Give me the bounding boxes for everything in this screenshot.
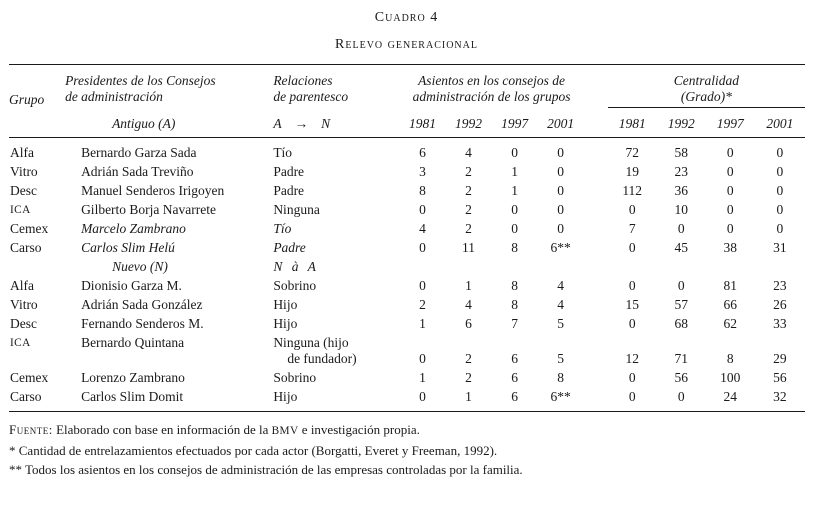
empty-header-cell	[9, 108, 65, 138]
centralidad-value: 8	[726, 351, 734, 366]
centralidad-value: 0	[628, 316, 636, 331]
centralidad-value: 66	[723, 297, 738, 312]
centralidad-value: 23	[773, 278, 787, 293]
table-row	[9, 182, 805, 201]
centralidad-value: 36	[674, 183, 688, 198]
asientos-value: 0	[419, 351, 426, 366]
data-table	[9, 64, 805, 412]
column-gap	[584, 201, 608, 220]
centralidad-value: 57	[674, 297, 688, 312]
president-cell: Adrián Sada Treviño	[81, 164, 194, 179]
asientos-value: 0	[419, 278, 426, 293]
president-cell: Adrián Sada González	[81, 297, 203, 312]
source-text-2: e investigación propia.	[301, 422, 420, 437]
asientos-value: 4	[465, 145, 472, 160]
asientos-value: 4	[465, 297, 472, 312]
centralidad-value: 0	[776, 164, 784, 179]
asientos-value: 8	[511, 240, 518, 255]
asientos-value: 7	[511, 316, 518, 331]
column-gap	[584, 65, 608, 108]
group-cell: Vitro	[10, 164, 38, 179]
asientos-value: 8	[557, 370, 564, 385]
asientos-value: 2	[465, 202, 472, 217]
centralidad-value: 0	[726, 145, 734, 160]
table-row	[9, 369, 805, 388]
centralidad-value: 0	[628, 240, 636, 255]
centralidad-value: 7	[628, 221, 636, 236]
centralidad-value: 15	[625, 297, 639, 312]
president-cell: Marcelo Zambrano	[81, 221, 186, 236]
column-gap	[584, 388, 608, 412]
president-cell: Lorenzo Zambrano	[81, 370, 185, 385]
asientos-value: 5	[557, 316, 564, 331]
asientos-value: 8	[419, 183, 426, 198]
centralidad-value: 0	[628, 389, 636, 404]
asientos-value: 6	[511, 351, 518, 366]
table-row	[9, 163, 805, 182]
col-header-relaciones: Relaciones de parentesco	[273, 73, 349, 104]
centralidad-value: 56	[773, 370, 787, 385]
asientos-value: 8	[511, 278, 518, 293]
centralidad-value: 0	[677, 278, 685, 293]
relation-cell: Tío	[273, 221, 292, 236]
relation-cell: Sobrino	[273, 370, 317, 385]
centralidad-value: 58	[674, 145, 688, 160]
col-header-grupo: Grupo	[9, 91, 45, 107]
asientos-value: 4	[557, 297, 564, 312]
centralidad-value: 0	[726, 202, 734, 217]
centralidad-value: 0	[776, 221, 784, 236]
column-gap	[584, 182, 608, 201]
empty-cell	[657, 258, 706, 277]
empty-cell	[584, 258, 608, 277]
president-cell: Manuel Senderos Irigoyen	[81, 183, 225, 198]
empty-cell	[446, 258, 492, 277]
centralidad-year-header: 2001	[755, 108, 805, 138]
source-label: Fuente:	[9, 422, 53, 437]
group-cell: Cemex	[10, 370, 49, 385]
centralidad-value: 0	[776, 183, 784, 198]
bmv-acronym: BMV	[271, 425, 299, 437]
president-cell: Fernando Senderos M.	[81, 316, 204, 331]
table-subtitle: Relevo generacional	[335, 37, 478, 52]
relation-cell: Ninguna	[273, 202, 320, 217]
relation-cell: Hijo	[273, 389, 298, 404]
asientos-value: 0	[419, 240, 426, 255]
empty-cell	[755, 258, 805, 277]
centralidad-year-header: 1997	[706, 108, 755, 138]
centralidad-value: 71	[674, 351, 688, 366]
asientos-value: 0	[511, 202, 518, 217]
table-number-title: Cuadro 4	[374, 10, 439, 25]
col-header-presidentes: Presidentes de los Consejos de administración	[65, 73, 216, 104]
centralidad-year-header: 1992	[657, 108, 706, 138]
asientos-value: 1	[511, 183, 518, 198]
president-cell: Carlos Slim Helú	[81, 240, 175, 255]
column-gap	[584, 369, 608, 388]
centralidad-value: 29	[773, 351, 787, 366]
asientos-value: 0	[557, 183, 564, 198]
asientos-value: 2	[465, 370, 472, 385]
asientos-year-header: 1997	[492, 108, 538, 138]
asientos-value: 2	[465, 183, 472, 198]
asientos-value: 0	[419, 202, 426, 217]
footnotes	[9, 420, 804, 479]
centralidad-value: 33	[773, 316, 787, 331]
column-gap	[584, 296, 608, 315]
asientos-value: 0	[419, 389, 426, 404]
table-row	[9, 138, 805, 163]
asientos-value: 4	[419, 221, 426, 236]
asientos-value: 8	[511, 297, 518, 312]
centralidad-value: 32	[773, 389, 787, 404]
group-cell: ICA	[10, 204, 31, 216]
centralidad-value: 112	[622, 183, 643, 198]
group-cell: Cemex	[10, 221, 49, 236]
asientos-year-header: 2001	[538, 108, 584, 138]
asientos-value: 0	[511, 145, 518, 160]
asientos-value: 0	[511, 221, 518, 236]
president-cell: Dionisio Garza M.	[81, 278, 182, 293]
centralidad-value: 81	[723, 278, 738, 293]
column-gap	[584, 277, 608, 296]
asientos-value: 6**	[550, 389, 571, 404]
table-row	[9, 388, 805, 412]
table-row	[9, 334, 805, 369]
asientos-value: 2	[465, 164, 472, 179]
empty-cell	[399, 258, 445, 277]
asientos-value: 0	[557, 145, 564, 160]
relation-cell: Sobrino	[273, 278, 317, 293]
col-header-asientos: Asientos en los consejos de administración de los grupos	[412, 73, 571, 104]
centralidad-value: 31	[773, 240, 787, 255]
centralidad-value: 0	[628, 370, 636, 385]
arrow-right-icon: →	[294, 115, 309, 131]
group-cell: Vitro	[10, 297, 38, 312]
table-row	[9, 239, 805, 258]
centralidad-value: 0	[677, 221, 685, 236]
relation-cell: Hijo	[273, 316, 298, 331]
table-row	[9, 296, 805, 315]
table-body	[9, 138, 805, 412]
empty-cell	[538, 258, 584, 277]
asientos-value: 0	[557, 221, 564, 236]
centralidad-value: 68	[674, 316, 688, 331]
asientos-value: 6	[511, 370, 518, 385]
group-cell: Alfa	[10, 278, 34, 293]
relation-cell: Padre	[273, 183, 305, 198]
centralidad-year-header: 1981	[608, 108, 657, 138]
section-label-row	[9, 258, 805, 277]
centralidad-value: 12	[625, 351, 639, 366]
table-row	[9, 220, 805, 239]
column-gap	[584, 108, 608, 138]
asientos-value: 1	[465, 278, 472, 293]
centralidad-value: 10	[674, 202, 688, 217]
asientos-year-header: 1992	[446, 108, 492, 138]
col-header-centralidad: Centralidad (Grado)*	[608, 65, 805, 108]
president-cell: Gilberto Borja Navarrete	[81, 202, 217, 217]
column-gap	[584, 315, 608, 334]
group-cell: Desc	[10, 183, 37, 198]
centralidad-value: 0	[677, 389, 685, 404]
centralidad-value: 24	[723, 389, 738, 404]
source-note	[9, 420, 804, 441]
group-cell: Alfa	[10, 145, 34, 160]
centralidad-value: 72	[625, 145, 639, 160]
centralidad-value: 100	[720, 370, 741, 385]
centralidad-value: 0	[628, 202, 636, 217]
empty-cell	[706, 258, 755, 277]
asientos-value: 1	[419, 370, 426, 385]
relation-cell: Tío	[273, 145, 293, 160]
group-cell: Desc	[10, 316, 37, 331]
col-header-relation-direction: A → N	[273, 108, 399, 138]
empty-cell	[608, 258, 657, 277]
asientos-year-header: 1981	[399, 108, 445, 138]
asientos-value: 11	[462, 240, 476, 255]
table-row	[9, 277, 805, 296]
centralidad-value: 0	[628, 278, 636, 293]
subheader-row	[9, 108, 805, 138]
group-cell: Carso	[10, 389, 42, 404]
centralidad-value: 0	[776, 145, 784, 160]
centralidad-value: 23	[674, 164, 688, 179]
centralidad-value: 62	[723, 316, 738, 331]
relation-cell: Padre	[273, 164, 305, 179]
empty-cell	[492, 258, 538, 277]
centralidad-value: 0	[776, 202, 784, 217]
centralidad-value: 0	[726, 221, 734, 236]
footnote-double-asterisk: ** Todos los asientos en los consejos de administración de las empresas controladas por la familia.	[9, 462, 523, 477]
column-gap	[584, 220, 608, 239]
asientos-value: 6**	[550, 240, 571, 255]
relation-cell: Padre	[273, 240, 306, 255]
centralidad-value: 56	[674, 370, 688, 385]
source-text: Elaborado con base en información de la	[56, 422, 269, 437]
asientos-value: 6	[419, 145, 426, 160]
column-gap	[584, 239, 608, 258]
centralidad-value: 19	[625, 164, 639, 179]
asientos-value: 4	[557, 278, 564, 293]
asientos-value: 2	[465, 221, 472, 236]
president-cell: Bernardo Quintana	[81, 335, 185, 350]
asientos-value: 3	[419, 164, 426, 179]
group-header-row	[9, 65, 805, 108]
relation-cell: Ninguna (hijo de fundador)	[273, 335, 357, 366]
column-gap	[584, 334, 608, 369]
asientos-value: 6	[465, 316, 472, 331]
section-sublabel: N à A	[273, 259, 316, 274]
asientos-value: 1	[419, 316, 426, 331]
asientos-value: 0	[557, 164, 564, 179]
asientos-value: 2	[465, 351, 472, 366]
asientos-value: 1	[511, 164, 518, 179]
president-cell: Carlos Slim Domit	[81, 389, 184, 404]
asientos-value: 1	[465, 389, 472, 404]
centralidad-value: 0	[726, 183, 734, 198]
column-gap	[584, 138, 608, 163]
centralidad-value: 26	[773, 297, 787, 312]
centralidad-value: 45	[674, 240, 688, 255]
table-row	[9, 315, 805, 334]
footnote-asterisk: * Cantidad de entrelazamientos efectuados por cada actor (Borgatti, Everet y Freeman, 1992).	[9, 443, 498, 458]
group-cell: Carso	[10, 240, 42, 255]
asientos-value: 6	[511, 389, 518, 404]
column-gap	[584, 163, 608, 182]
asientos-value: 5	[557, 351, 564, 366]
asientos-value: 2	[419, 297, 426, 312]
section-label: Nuevo (N)	[112, 259, 168, 274]
col-header-antiguo: Antiguo (A)	[65, 108, 273, 138]
president-cell: Bernardo Garza Sada	[81, 145, 197, 160]
table-row	[9, 201, 805, 220]
centralidad-value: 38	[723, 240, 738, 255]
empty-cell	[9, 258, 65, 277]
centralidad-value: 0	[726, 164, 734, 179]
relation-cell: Hijo	[273, 297, 298, 312]
asientos-value: 0	[557, 202, 564, 217]
group-cell: ICA	[10, 337, 31, 349]
